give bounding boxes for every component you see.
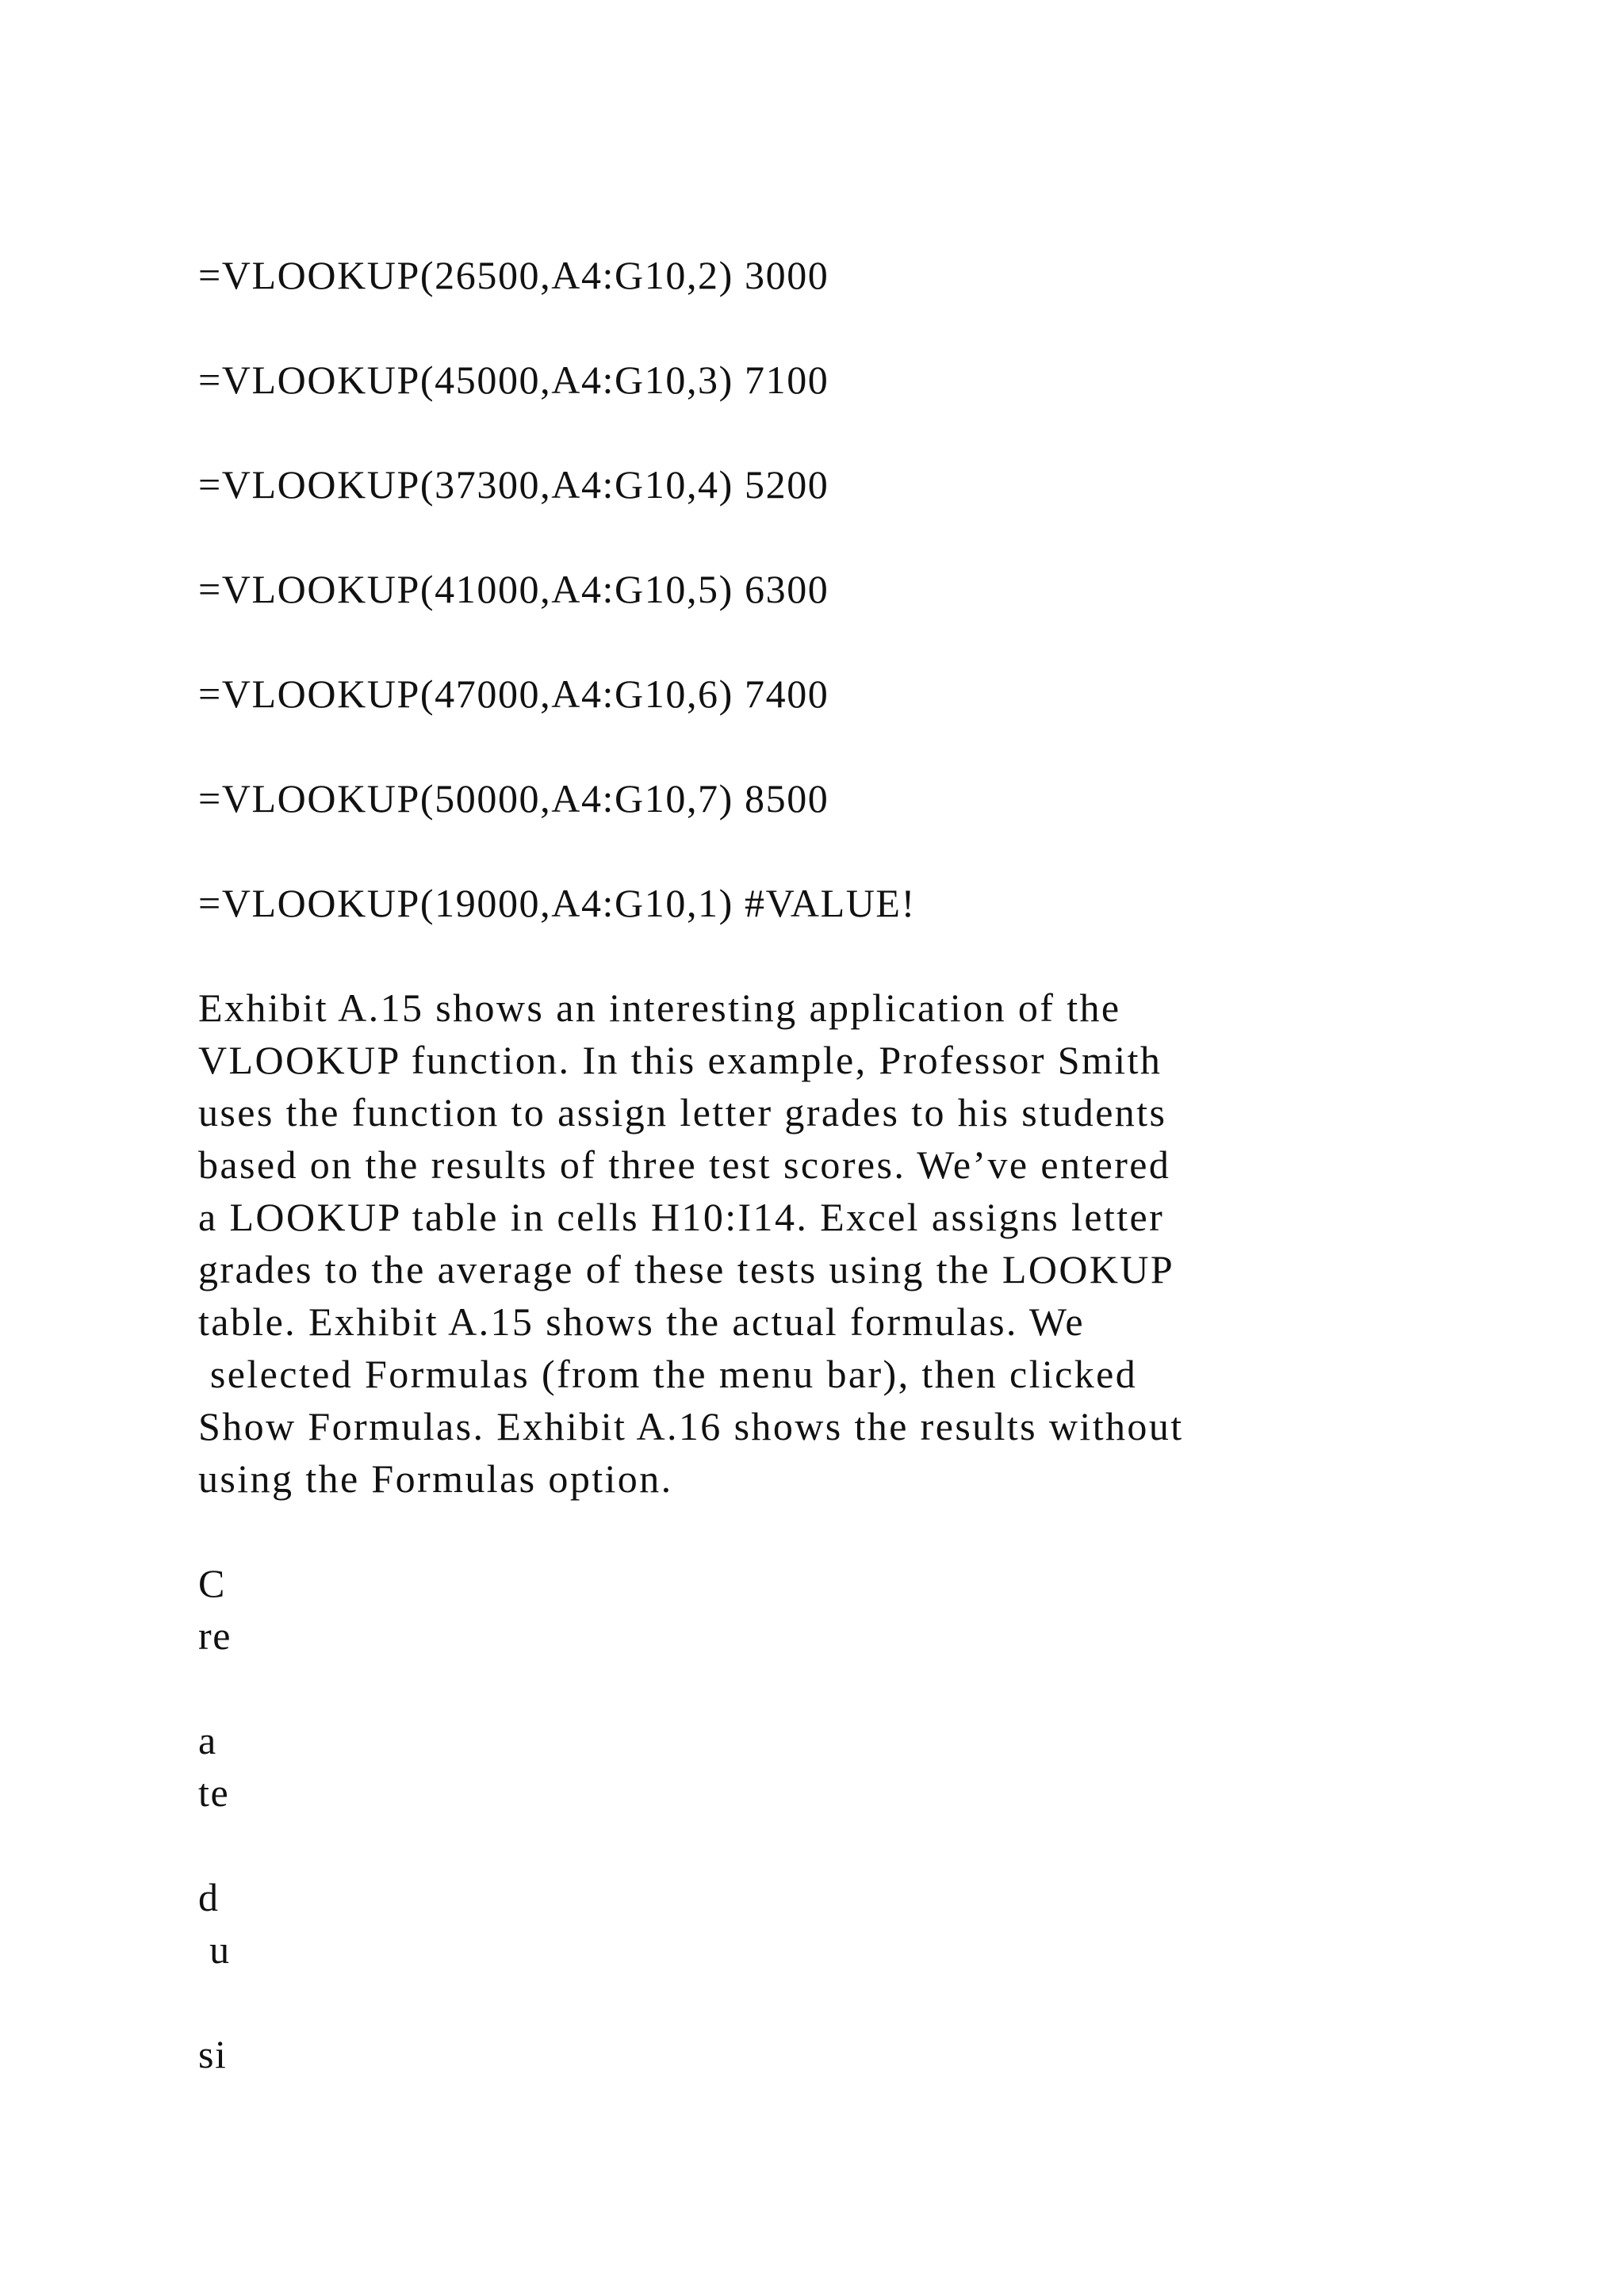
paragraph-line: grades to the average of these tests using the LOOKUP	[198, 1247, 1175, 1292]
paragraph-line: Exhibit A.15 shows an interesting application of the	[198, 985, 1121, 1030]
formula-line: =VLOOKUP(37300,A4:G10,4) 5200	[198, 462, 829, 507]
paragraph-line: a LOOKUP table in cells H10:I14. Excel assigns letter	[198, 1195, 1165, 1239]
formula-line: =VLOOKUP(50000,A4:G10,7) 8500	[198, 776, 829, 821]
text-fragment: d	[198, 1875, 220, 1919]
text-fragment: te	[198, 1770, 230, 1815]
formula-line: =VLOOKUP(45000,A4:G10,3) 7100	[198, 358, 829, 402]
formula-line: =VLOOKUP(19000,A4:G10,1) #VALUE!	[198, 881, 916, 925]
text-fragment: u	[198, 1927, 231, 1972]
formula-line: =VLOOKUP(47000,A4:G10,6) 7400	[198, 672, 829, 716]
paragraph-line: based on the results of three test scores. We’ve entered	[198, 1142, 1171, 1187]
formula-line: =VLOOKUP(26500,A4:G10,2) 3000	[198, 253, 829, 297]
text-fragment: a	[198, 1718, 217, 1762]
paragraph-line: Show Formulas. Exhibit A.16 shows the results without	[198, 1404, 1184, 1448]
text-fragment: si	[198, 2032, 228, 2076]
text-fragment: C	[198, 1561, 226, 1605]
paragraph-line: selected Formulas (from the menu bar), then clicked	[198, 1352, 1138, 1396]
paragraph-line: table. Exhibit A.15 shows the actual formulas. We	[198, 1299, 1086, 1344]
paragraph-line: uses the function to assign letter grades to his students	[198, 1090, 1167, 1135]
paragraph-line: using the Formulas option.	[198, 1456, 673, 1501]
formula-line: =VLOOKUP(41000,A4:G10,5) 6300	[198, 567, 829, 611]
text-fragment: re	[198, 1613, 232, 1658]
paragraph-line: VLOOKUP function. In this example, Professor Smith	[198, 1038, 1162, 1082]
